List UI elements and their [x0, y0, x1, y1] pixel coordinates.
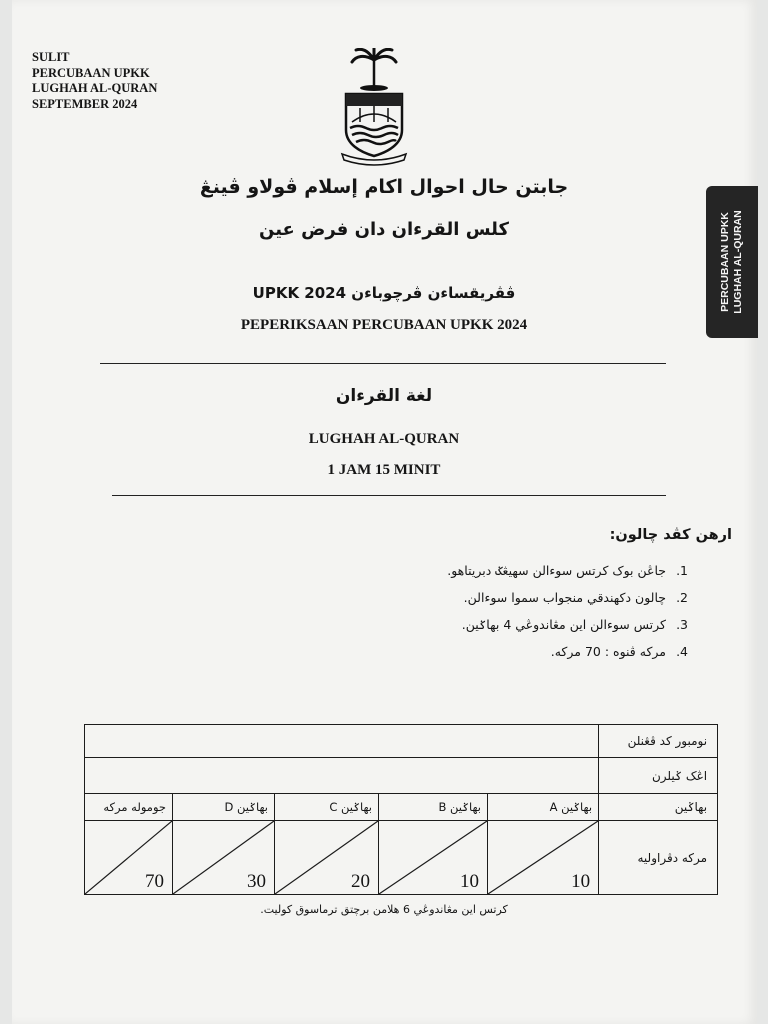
section-d-marks-cell[interactable] — [173, 821, 275, 895]
candidate-name-label: اڠک ݢيلرن — [599, 758, 718, 794]
instruction-text: جاڠن بوک کرتس سوءالن سهيڠݢ دبريتاهو. — [447, 563, 666, 578]
candidate-number-field[interactable] — [85, 725, 599, 758]
col-total-header: جوموله مرکه — [85, 794, 173, 821]
col-section-b-header: بهاݢين B — [379, 794, 488, 821]
instructions-title: ارهن کڤد چالون: — [609, 527, 732, 543]
marks-table — [84, 724, 718, 895]
header-line: SEPTEMBER 2024 — [32, 96, 138, 111]
divider — [112, 495, 666, 496]
candidate-name-field[interactable] — [85, 758, 599, 794]
instruction-item — [358, 611, 688, 638]
page-count-note: کرتس اين مڠاندوڠي 6 هلامن برچتق ترماسوق کوليت. — [260, 903, 508, 916]
instructions-list — [358, 557, 688, 665]
exam-duration: 1 JAM 15 MINIT — [327, 462, 441, 478]
col-section-d-header: بهاݢين D — [173, 794, 275, 821]
max-marks-value: 20 — [351, 871, 370, 892]
subject-title-arabic: لغة القرءان — [335, 386, 433, 406]
instruction-item — [358, 584, 688, 611]
section-label: بهاݢين — [599, 794, 718, 821]
max-marks-value: 10 — [571, 871, 591, 892]
instruction-text: مرکه ڤنوه : 70 مرکه. — [550, 644, 666, 659]
divider — [100, 363, 666, 364]
col-section-c-header: بهاݢين C — [275, 794, 379, 821]
instruction-item — [358, 638, 688, 665]
instruction-number: 1. — [676, 563, 688, 578]
total-marks-cell[interactable] — [85, 821, 173, 895]
instruction-text: چالون دکهندقي منجواب سموا سوءالن. — [463, 590, 666, 605]
candidate-number-label: نومبور کد ڤڠنلن — [599, 725, 718, 758]
col-section-a-header: بهاݢين A — [488, 794, 599, 821]
instruction-number: 4. — [676, 644, 688, 659]
side-tab-line: PERCUBAAN UPKK — [719, 212, 731, 312]
department-title: جابتن حال احوال اکام إسلام ڤولاو ڤينڠ — [199, 176, 569, 198]
side-tab-line: LUGHAH AL-QURAN — [732, 210, 744, 314]
header-line: LUGHAH AL-QURAN — [32, 81, 158, 95]
state-crest-icon — [334, 48, 414, 166]
max-marks-value: 30 — [247, 871, 266, 892]
exam-title-jawi: ڤڤريقساءن ڤرچوباءن UPKK 2024 — [252, 284, 516, 302]
class-title: کلس القرءان دان فرض عين — [259, 219, 509, 240]
subject-title: LUGHAH AL-QURAN — [308, 431, 460, 447]
marks-obtained-label: مرکه دڤراوليه — [599, 821, 718, 895]
section-b-marks-cell[interactable] — [379, 821, 488, 895]
instruction-number: 3. — [676, 617, 688, 632]
side-tab — [706, 186, 758, 338]
max-marks-value: 10 — [460, 871, 479, 892]
max-marks-value: 70 — [145, 871, 164, 892]
instruction-item — [358, 557, 688, 584]
exam-title: PEPERIKSAAN PERCUBAAN UPKK 2024 — [240, 317, 528, 333]
header-line: SULIT — [32, 50, 70, 64]
instruction-text: کرتس سوءالن اين مڠاندوڠي 4 بهاݢين. — [461, 617, 666, 632]
section-a-marks-cell[interactable] — [488, 821, 599, 895]
header-left — [32, 50, 157, 112]
section-c-marks-cell[interactable] — [275, 821, 379, 895]
header-line: PERCUBAAN UPKK — [32, 65, 150, 80]
instruction-number: 2. — [676, 590, 688, 605]
